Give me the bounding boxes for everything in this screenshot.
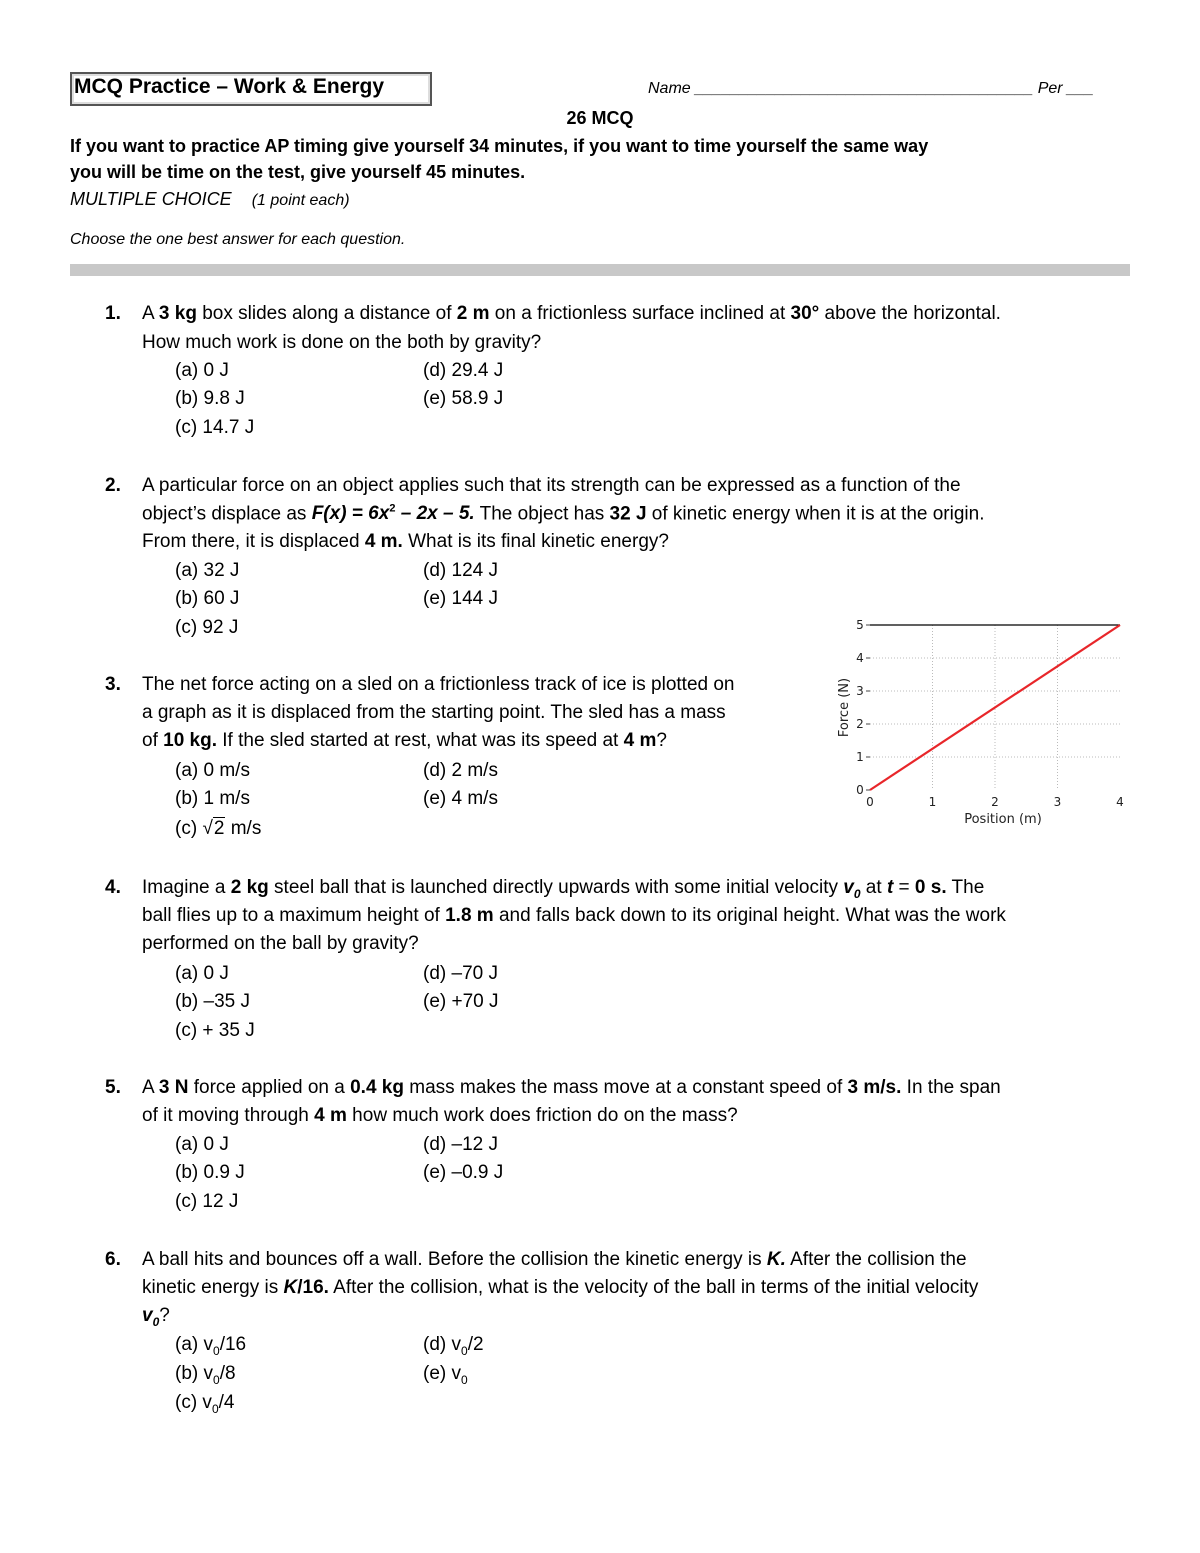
option-c[interactable]: (c) 14.7 J [175,417,255,438]
question-text-line: of it moving through 4 m how much work does friction do on the mass? [142,1105,738,1126]
option-b[interactable]: (b) 1 m/s [175,788,250,809]
y-axis-label: Force (N) [837,677,852,738]
section-label: MULTIPLE CHOICE [70,189,232,209]
question-number: 1. [105,303,121,324]
mcq-count: 26 MCQ [566,108,634,128]
y-tick-label: 5 [856,618,864,632]
question-text-line: kinetic energy is K/16. After the collision, what is the velocity of the ball in terms of the initial velocity [142,1277,979,1298]
option-b[interactable]: (b) 0.9 J [175,1162,245,1183]
option-b[interactable]: (b) 9.8 J [175,388,245,409]
x-tick-label: 1 [928,795,937,809]
option-a[interactable]: (a) 0 J [175,360,229,381]
timing-line-2: you will be time on the test, give yourself 45 minutes. [70,162,526,182]
option-d[interactable]: (d) 124 J [423,560,498,581]
question-number: 2. [105,475,121,496]
option-b[interactable]: (b) $v_0/8$ [175,1363,236,1387]
option-e[interactable]: (e) $v_0$ [423,1363,468,1387]
option-e[interactable]: (e) 144 J [423,588,498,609]
option-c[interactable]: (c) √2 m/s [175,818,262,839]
timing-line-1: If you want to practice AP timing give yourself 34 minutes, if you want to time yourself the same way [70,136,929,156]
y-tick-label: 3 [856,684,864,698]
option-d[interactable]: (d) 2 m/s [423,760,498,781]
option-a[interactable]: (a) 0 m/s [175,760,250,781]
option-a[interactable]: (a) 0 J [175,1134,229,1155]
option-d[interactable]: (d) –12 J [423,1134,498,1155]
points-label: (1 point each) [251,192,350,209]
section-heading [70,189,350,210]
question-text-line: A particular force on an object applies such that its strength can be expressed as a function of the [142,475,961,496]
question-text-line: a graph as it is displaced from the starting point. The sled has a mass [142,702,726,723]
y-tick-label: 1 [856,750,864,764]
option-e[interactable]: (e) –0.9 J [423,1162,504,1183]
option-c[interactable]: (c) $v_0/4$ [175,1392,235,1416]
question-text-line: of 10 kg. If the sled started at rest, what was its speed at 4 m? [142,730,667,751]
chart-ticks [856,618,1124,809]
question-text-line: A ball hits and bounces off a wall. Before the collision the kinetic energy is K. After the collision the [142,1249,967,1270]
x-tick-label: 0 [866,795,874,809]
question-text-line: A 3 kg box slides along a distance of 2 m on a frictionless surface inclined at 30° above the horizontal. [142,303,1001,324]
question-text-line: performed on the ball by gravity? [142,933,419,954]
question-number: 5. [105,1077,121,1098]
option-b[interactable]: (b) 60 J [175,588,240,609]
x-tick-label: 4 [1116,795,1124,809]
question-text-line: How much work is done on the both by gravity? [142,332,542,353]
question-number: 6. [105,1249,121,1270]
divider-bar [70,264,1130,276]
question-number: 3. [105,674,121,695]
question-text-line: The net force acting on a sled on a frictionless track of ice is plotted on [142,674,735,695]
question-text-line: A 3 N force applied on a 0.4 kg mass makes the mass move at a constant speed of 3 m/s. In the span [142,1077,1001,1098]
option-c[interactable]: (c) 92 J [175,617,239,638]
option-d[interactable]: (d) $v_0/2$ [423,1334,484,1358]
y-tick-label: 2 [856,717,864,731]
option-e[interactable]: (e) +70 J [423,991,499,1012]
x-tick-label: 3 [1053,795,1062,809]
question-number: 4. [105,877,121,898]
question-text-line: object’s displace as $F(x) = 6x^2 - 2x - 5$. The object has 32 J of kinetic energy when it is at the origin. [142,503,985,525]
option-b[interactable]: (b) –35 J [175,991,250,1012]
option-e[interactable]: (e) 4 m/s [423,788,498,809]
x-axis-label: Position (m) [964,812,1042,827]
worksheet-title: MCQ Practice – Work & Energy [74,75,385,98]
option-a[interactable]: (a) 32 J [175,560,240,581]
question-text-line: ball flies up to a maximum height of 1.8 m and falls back down to its original height. What was the work [142,905,1006,926]
option-c[interactable]: (c) + 35 J [175,1020,255,1041]
force-position-chart [830,615,1140,830]
y-tick-label: 0 [856,783,864,797]
question-text-line: $v_0$? [142,1305,170,1329]
option-d[interactable]: (d) 29.4 J [423,360,504,381]
option-a[interactable]: (a) $v_0/16$ [175,1334,247,1358]
option-c[interactable]: (c) 12 J [175,1191,239,1212]
question-text-line: Imagine a 2 kg steel ball that is launched directly upwards with some initial velocity $v_0$ at t = 0 s. The [142,877,985,901]
x-tick-label: 2 [991,795,999,809]
y-tick-label: 4 [856,651,864,665]
option-a[interactable]: (a) 0 J [175,963,229,984]
question-text-line: From there, it is displaced 4 m. What is its final kinetic energy? [142,531,669,552]
instructions: Choose the one best answer for each question. [70,231,406,248]
sqrt-symbol: √2 [202,818,225,839]
name-period-field: Name ______________________________________ Per ___ [648,80,1094,97]
option-d[interactable]: (d) –70 J [423,963,498,984]
option-e[interactable]: (e) 58.9 J [423,388,504,409]
